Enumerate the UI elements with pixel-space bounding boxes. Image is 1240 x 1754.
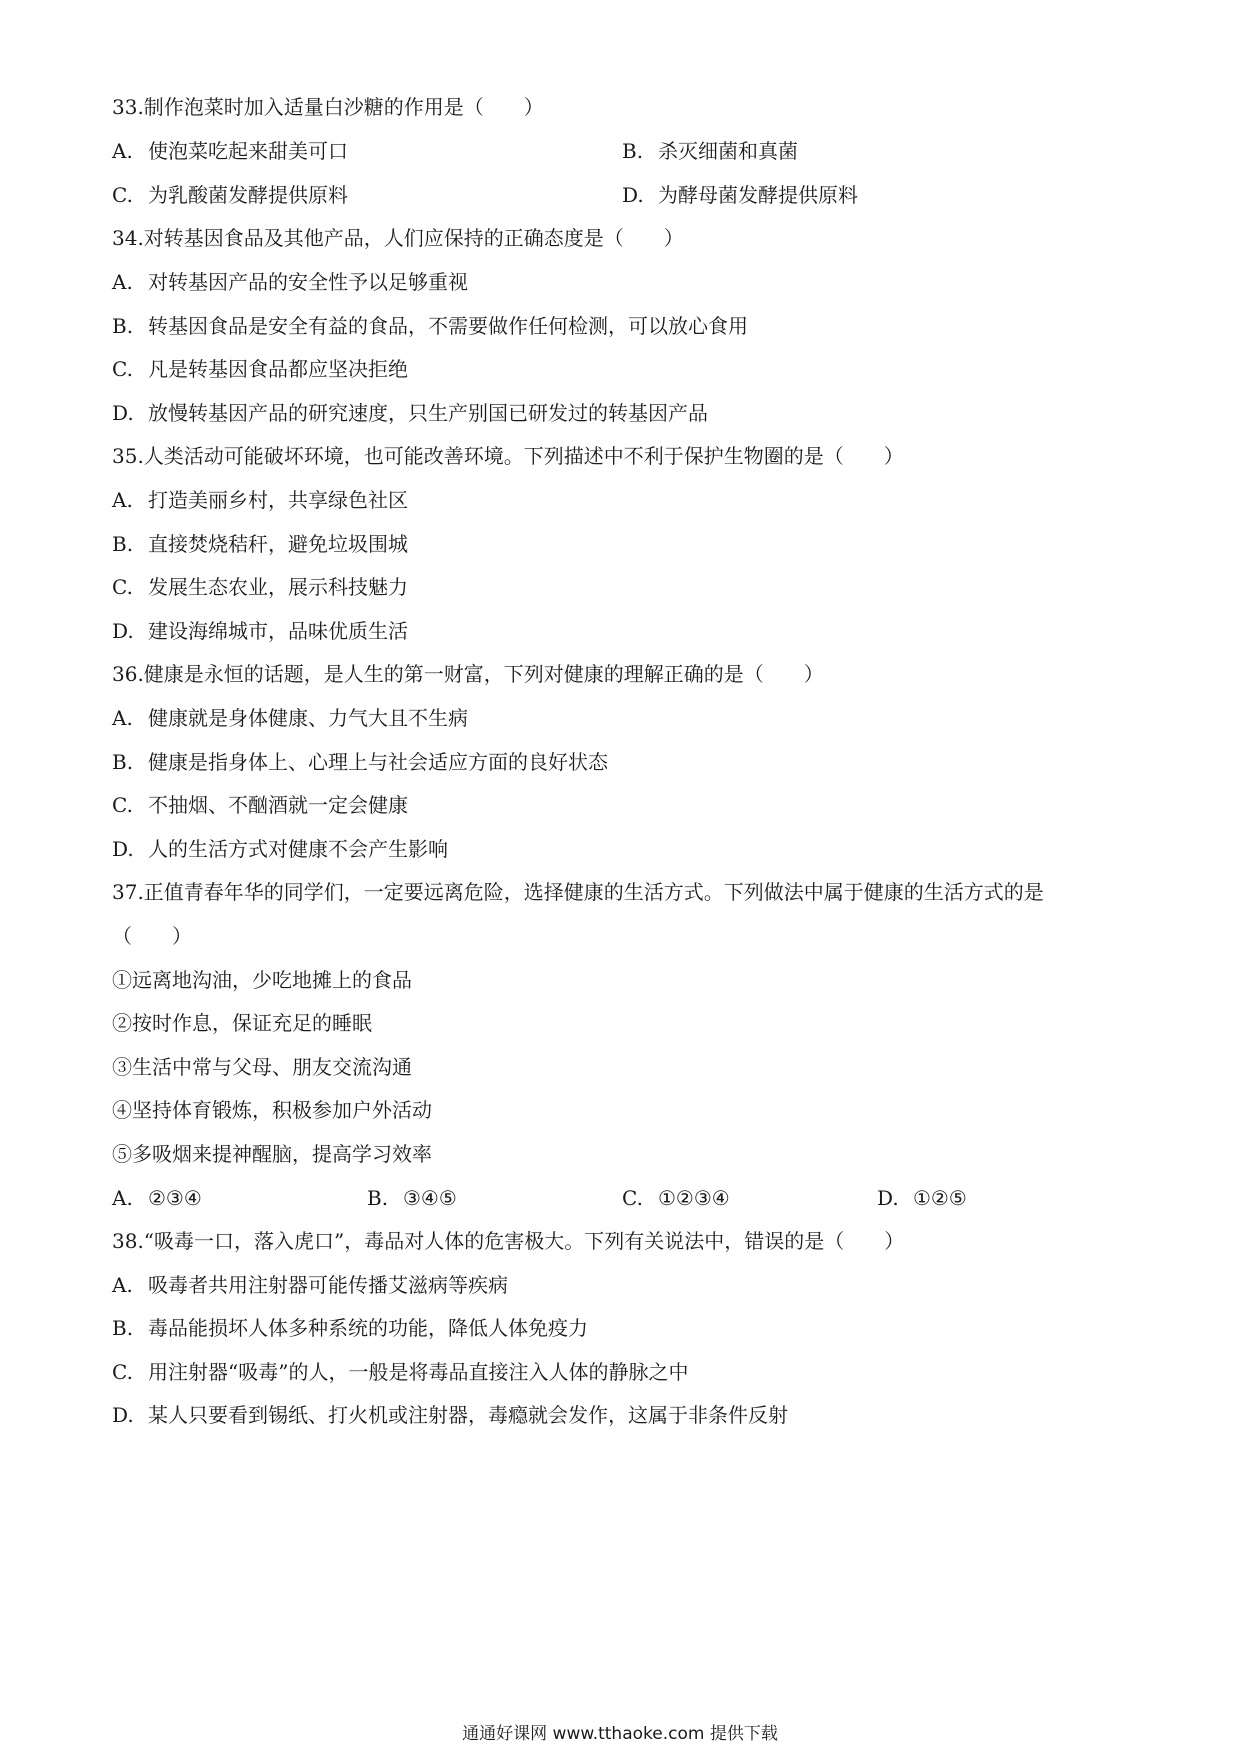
option-text: 发展生态农业，展示科技魅力 [148, 575, 408, 599]
question-37-item-2: ②按时作息，保证充足的睡眠 [112, 1011, 372, 1035]
option-letter: C. [112, 183, 133, 207]
question-35-option-d[interactable] [112, 616, 408, 646]
option-letter: A. [112, 270, 133, 294]
question-34-option-d[interactable] [112, 398, 708, 428]
question-36-option-b[interactable] [112, 747, 608, 777]
question-36-option-a[interactable] [112, 703, 468, 733]
question-33-option-b[interactable] [622, 136, 798, 166]
option-letter: A. [112, 139, 133, 163]
option-text: ①②⑤ [913, 1186, 967, 1210]
question-37-item-5: ⑤多吸烟来提神醒脑，提高学习效率 [112, 1142, 432, 1166]
question-37-item-4: ④坚持体育锻炼，积极参加户外活动 [112, 1098, 432, 1122]
option-text: 不抽烟、不酗酒就一定会健康 [148, 793, 408, 817]
option-letter: C. [622, 1186, 643, 1210]
option-letter: D. [112, 401, 134, 425]
question-36-option-c[interactable] [112, 790, 408, 820]
option-text: 直接焚烧秸秆，避免垃圾围城 [148, 532, 408, 556]
option-text: 使泡菜吃起来甜美可口 [148, 139, 348, 163]
question-38-stem: 38.“吸毒一口，落入虎口”，毒品对人体的危害极大。下列有关说法中，错误的是（ ） [112, 1229, 905, 1253]
question-35-option-a[interactable] [112, 485, 408, 515]
option-letter: D. [877, 1186, 899, 1210]
option-text: ③④⑤ [403, 1186, 457, 1210]
question-37-stem-continuation: （ ） [112, 924, 192, 948]
question-35-option-c[interactable] [112, 572, 408, 602]
option-text: 为乳酸菌发酵提供原料 [148, 183, 348, 207]
question-37-item-3: ③生活中常与父母、朋友交流沟通 [112, 1055, 412, 1079]
question-37-option-c[interactable] [622, 1183, 730, 1213]
option-text: ①②③④ [658, 1186, 730, 1210]
question-34-option-b[interactable] [112, 311, 748, 341]
question-33-option-a[interactable] [112, 136, 348, 166]
option-letter: A. [112, 1273, 133, 1297]
question-38-option-c[interactable] [112, 1357, 688, 1387]
question-38-option-d[interactable] [112, 1400, 788, 1430]
option-text: 用注射器“吸毒”的人，一般是将毒品直接注入人体的静脉之中 [148, 1360, 689, 1384]
option-text: 转基因食品是安全有益的食品，不需要做作任何检测，可以放心食用 [148, 314, 748, 338]
option-letter: D. [112, 1403, 134, 1427]
option-letter: D. [622, 183, 644, 207]
option-text: 放慢转基因产品的研究速度，只生产别国已研发过的转基因产品 [148, 401, 708, 425]
question-37-option-a[interactable] [112, 1183, 202, 1213]
question-37-option-b[interactable] [367, 1183, 457, 1213]
question-34-option-a[interactable] [112, 267, 468, 297]
question-38-option-b[interactable] [112, 1313, 588, 1343]
option-text: 杀灭细菌和真菌 [658, 139, 798, 163]
option-text: 健康是指身体上、心理上与社会适应方面的良好状态 [148, 750, 608, 774]
option-text: 打造美丽乡村，共享绿色社区 [148, 488, 408, 512]
page-footer: 通通好课网 www.tthaoke.com 提供下载 [462, 1724, 778, 1744]
question-36-stem: 36.健康是永恒的话题，是人生的第一财富，下列对健康的理解正确的是（ ） [112, 662, 824, 686]
option-text: 建设海绵城市，品味优质生活 [148, 619, 408, 643]
option-letter: D. [112, 619, 134, 643]
question-37-stem: 37.正值青春年华的同学们，一定要远离危险，选择健康的生活方式。下列做法中属于健康的生活方式的是 [112, 880, 1044, 904]
option-letter: A. [112, 1186, 133, 1210]
option-text: 对转基因产品的安全性予以足够重视 [148, 270, 468, 294]
question-34-option-c[interactable] [112, 354, 408, 384]
option-letter: C. [112, 793, 133, 817]
option-letter: B. [367, 1186, 389, 1210]
option-text: 凡是转基因食品都应坚决拒绝 [148, 357, 408, 381]
option-text: 健康就是身体健康、力气大且不生病 [148, 706, 468, 730]
option-letter: C. [112, 357, 133, 381]
question-37-option-d[interactable] [877, 1183, 967, 1213]
option-text: 毒品能损坏人体多种系统的功能，降低人体免疫力 [148, 1316, 588, 1340]
option-text: 吸毒者共用注射器可能传播艾滋病等疾病 [148, 1273, 508, 1297]
option-letter: C. [112, 575, 133, 599]
question-33-stem: 33.制作泡菜时加入适量白沙糖的作用是（ ） [112, 95, 544, 119]
option-letter: A. [112, 706, 133, 730]
option-letter: B. [622, 139, 644, 163]
option-letter: B. [112, 750, 134, 774]
option-letter: B. [112, 532, 134, 556]
option-letter: C. [112, 1360, 133, 1384]
option-letter: A. [112, 488, 133, 512]
question-35-stem: 35.人类活动可能破坏环境，也可能改善环境。下列描述中不利于保护生物圈的是（ ） [112, 444, 904, 468]
option-text: 人的生活方式对健康不会产生影响 [148, 837, 448, 861]
question-37-item-1: ①远离地沟油，少吃地摊上的食品 [112, 968, 412, 992]
question-38-option-a[interactable] [112, 1270, 508, 1300]
option-letter: D. [112, 837, 134, 861]
question-36-option-d[interactable] [112, 834, 448, 864]
option-text: 某人只要看到锡纸、打火机或注射器，毒瘾就会发作，这属于非条件反射 [148, 1403, 788, 1427]
option-letter: B. [112, 1316, 134, 1340]
question-33-option-c[interactable] [112, 180, 348, 210]
option-text: 为酵母菌发酵提供原料 [658, 183, 858, 207]
option-letter: B. [112, 314, 134, 338]
option-text: ②③④ [148, 1186, 202, 1210]
question-35-option-b[interactable] [112, 529, 408, 559]
question-33-option-d[interactable] [622, 180, 858, 210]
question-34-stem: 34.对转基因食品及其他产品，人们应保持的正确态度是（ ） [112, 226, 684, 250]
